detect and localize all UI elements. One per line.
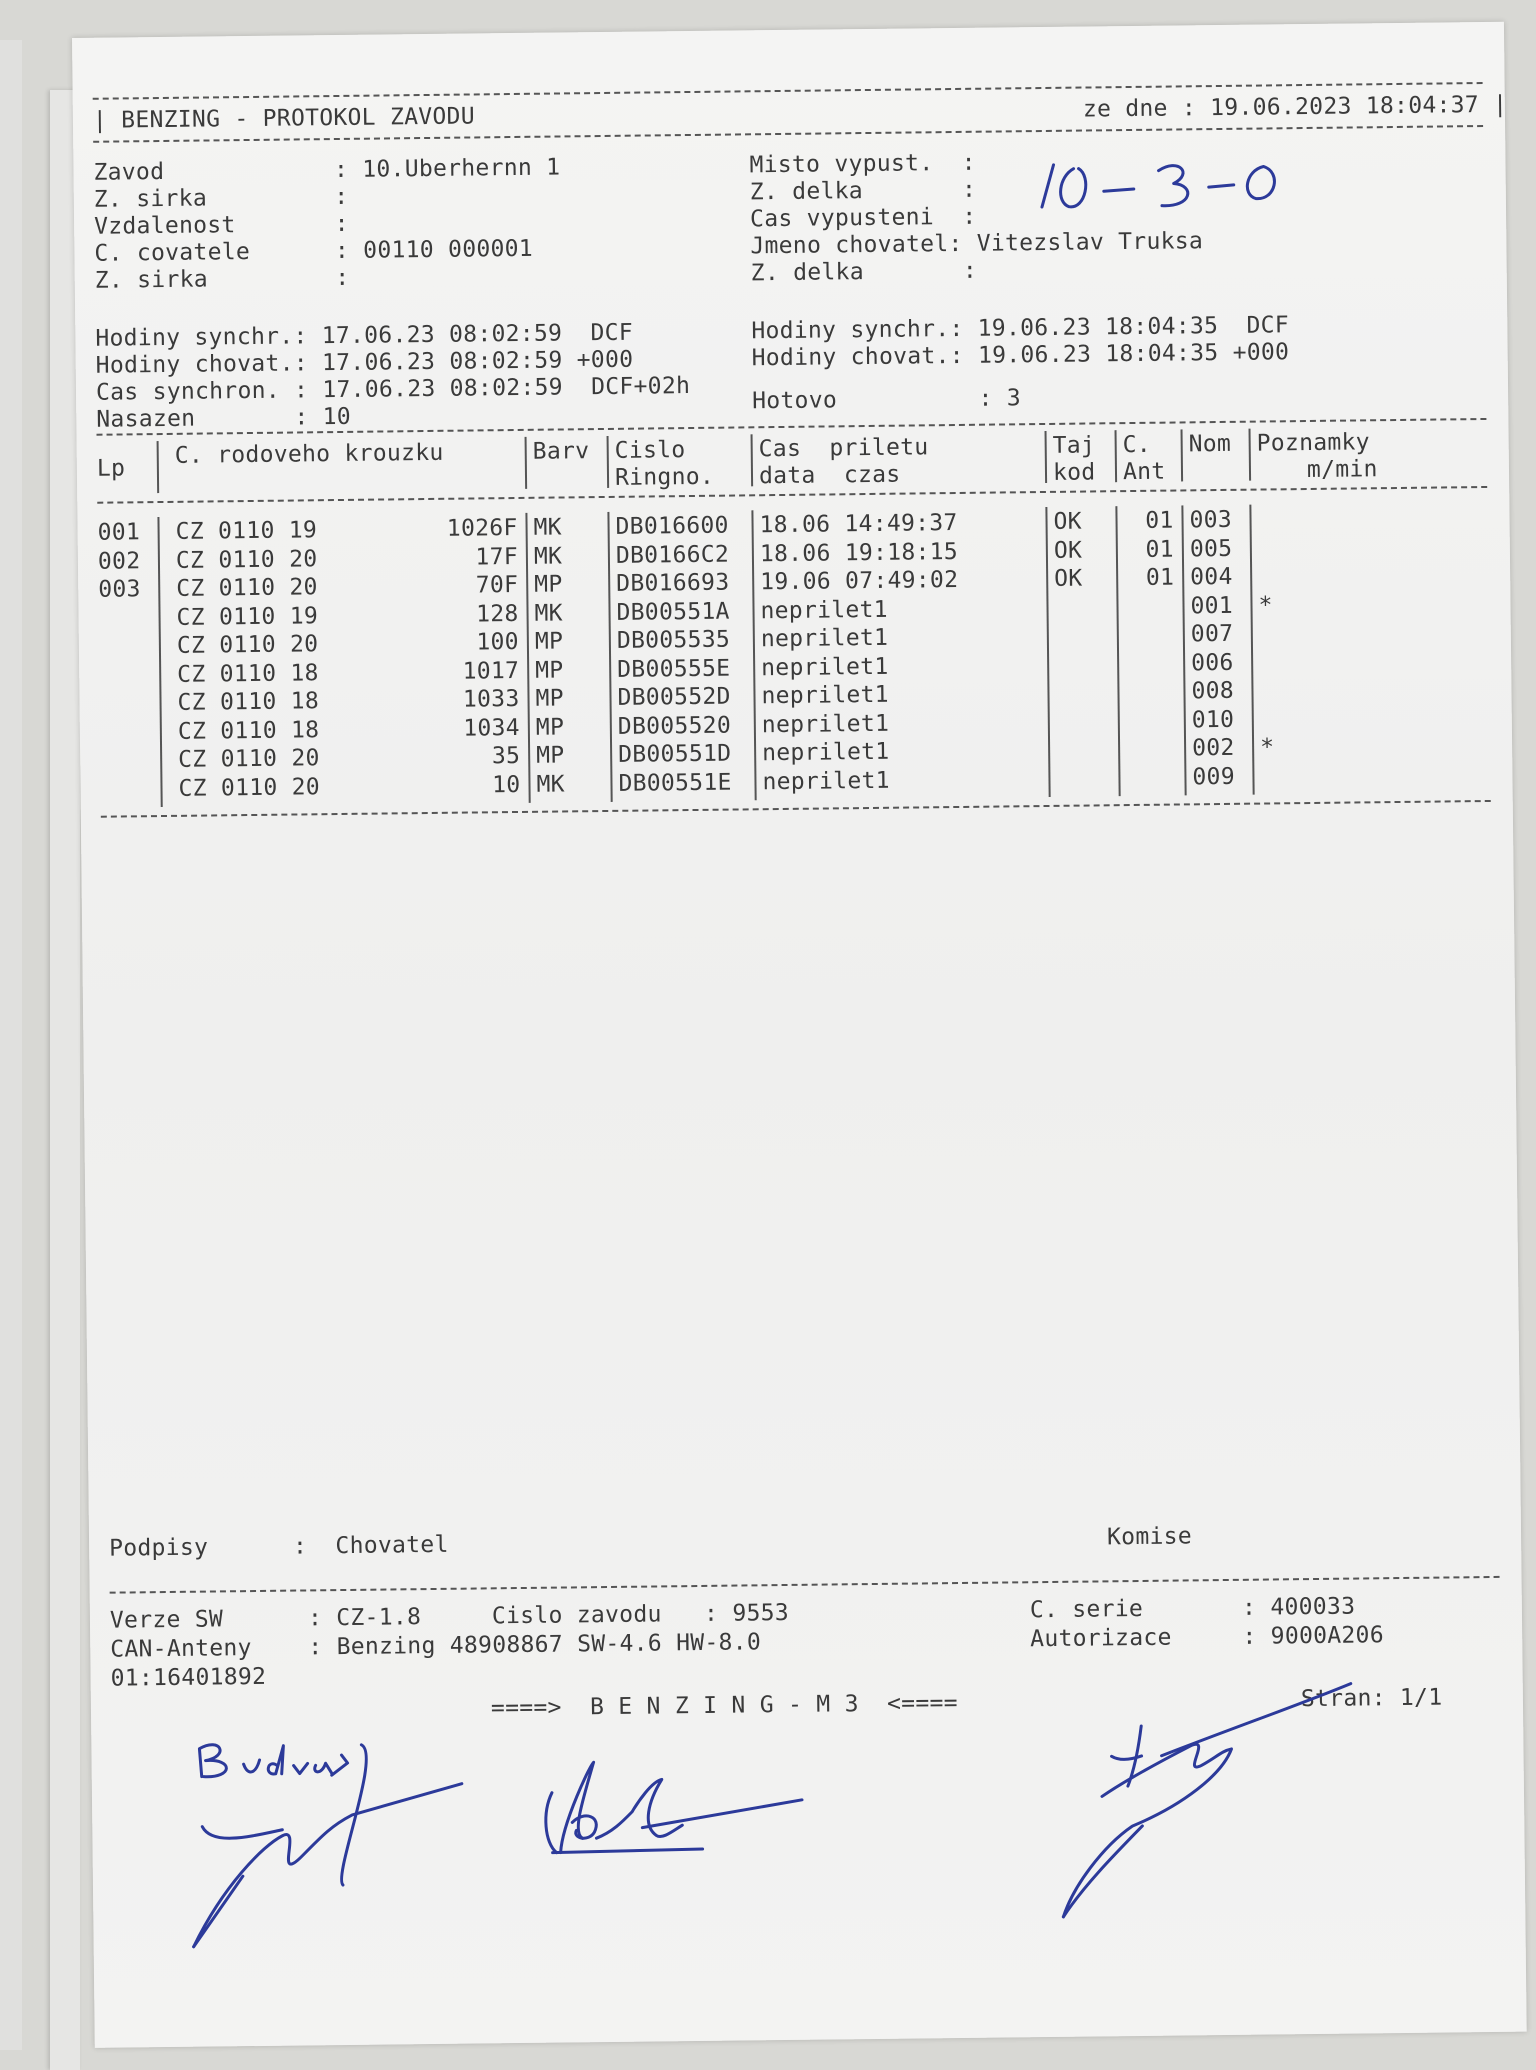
cell-barv: MP	[536, 744, 606, 768]
cell-ring: CZ 0110 18	[177, 661, 377, 686]
cell-lp: 001	[97, 521, 153, 545]
handwritten-release-code	[1033, 144, 1294, 227]
separator	[1181, 429, 1184, 481]
cell-ring: CZ 0110 19	[176, 604, 376, 629]
cell-taj	[1055, 653, 1113, 654]
footer-version: Verze SW : CZ-1.8 Cislo zavodu : 9553	[110, 1602, 789, 1633]
separator	[1115, 430, 1118, 482]
page-number: Stran: 1/1	[1301, 1687, 1443, 1712]
cell-lp	[100, 721, 156, 722]
document-title: | BENZING - PROTOKOL ZAVODU	[93, 105, 475, 132]
cell-ant: 01	[1124, 538, 1174, 562]
cell-ring: CZ 0110 20	[176, 576, 376, 601]
cell-taj	[1056, 738, 1114, 739]
separator	[1045, 507, 1050, 797]
table-row	[72, 22, 1504, 38]
cell-ring-number: 1034	[380, 716, 520, 741]
col-taj: Taj	[1053, 434, 1096, 457]
cell-nom: 005	[1190, 537, 1246, 561]
cell-cislo: DB016693	[616, 571, 748, 595]
clock-breeder-right: Hodiny chovat.: 19.06.23 18:04:35 +000	[752, 341, 1290, 370]
cell-ring: CZ 0110 20	[178, 775, 378, 800]
cell-nom: 009	[1192, 765, 1248, 789]
col-cas: Cas priletu	[759, 436, 929, 461]
cell-ring-number: 35	[380, 745, 520, 770]
separator	[1181, 505, 1186, 795]
table-row	[72, 22, 1504, 38]
cell-ring: CZ 0110 20	[176, 547, 376, 572]
cell-ring-number: 1017	[379, 659, 519, 684]
clock-sync-left: Hodiny synchr.: 17.06.23 08:02:59 DCF	[95, 322, 633, 351]
cell-cas: neprilet1	[762, 768, 1042, 794]
table-row	[72, 22, 1504, 38]
divider	[110, 1576, 1500, 1594]
document-date: ze dne : 19.06.2023 18:04:37 |	[1083, 94, 1508, 122]
cell-ant	[1125, 624, 1175, 625]
cell-cislo: DB00551D	[618, 742, 750, 766]
cell-ring: CZ 0110 20	[177, 633, 377, 658]
cell-ant	[1124, 595, 1174, 596]
cell-barv: MP	[535, 630, 605, 654]
cell-poznamky: *	[1260, 736, 1300, 759]
table-row	[72, 22, 1504, 38]
cell-lp	[99, 664, 155, 665]
field-hotovo: Hotovo : 3	[752, 387, 1021, 413]
cell-ant	[1126, 766, 1176, 767]
cell-cislo: DB00552D	[617, 685, 749, 709]
field-z-delka-2: Z. delka :	[751, 260, 978, 286]
cell-nom: 001	[1190, 594, 1246, 618]
cell-barv: MK	[534, 544, 604, 568]
cell-cas: neprilet1	[762, 739, 1042, 765]
clock-breeder-left: Hodiny chovat.: 17.06.23 08:02:59 +000	[96, 349, 634, 378]
cell-taj	[1054, 596, 1112, 597]
cell-ant: 01	[1123, 510, 1173, 534]
cell-barv: MK	[534, 601, 604, 625]
col-ant-sub: Ant	[1123, 461, 1166, 484]
cell-taj	[1055, 624, 1113, 625]
cell-lp: 003	[98, 578, 154, 602]
separator	[157, 441, 160, 493]
cell-cislo: DB016600	[615, 514, 747, 538]
cell-barv: MP	[534, 573, 604, 597]
cell-taj: OK	[1054, 567, 1112, 591]
footer-id: 01:16401892	[110, 1666, 266, 1691]
cell-nom: 007	[1191, 623, 1247, 647]
field-cas-vypusteni: Cas vypusteni :	[750, 206, 977, 232]
separator	[1045, 431, 1048, 483]
separator	[607, 436, 610, 488]
cell-barv: MP	[535, 687, 605, 711]
field-zavod: Zavod : 10.Uberhernn 1	[93, 156, 560, 184]
separator	[607, 512, 612, 802]
clock-sync-right: Hodiny synchr.: 19.06.23 18:04:35 DCF	[751, 314, 1289, 343]
field-z-delka: Z. delka :	[750, 179, 977, 205]
cell-cislo: DB00555E	[617, 657, 749, 681]
separator	[525, 437, 528, 489]
cell-nom: 006	[1191, 651, 1247, 675]
protocol-sheet	[72, 22, 1527, 2048]
field-nasazen: Nasazen : 10	[96, 406, 351, 432]
footer-antenna: CAN-Anteny : Benzing 48908867 SW-4.6 HW-8.0	[110, 1631, 761, 1661]
field-vzdalenost: Vzdalenost :	[94, 213, 349, 239]
cell-ring-number: 17F	[378, 545, 518, 570]
cell-lp: 002	[98, 550, 154, 574]
cell-lp	[99, 692, 155, 693]
cell-cas: neprilet1	[760, 597, 1040, 623]
cell-cas: 19.06 07:49:02	[760, 568, 1040, 594]
cell-ring: CZ 0110 18	[178, 718, 378, 743]
cell-ant	[1125, 681, 1175, 682]
col-cas-sub: data czas	[759, 464, 901, 489]
cell-ring-number: 1026F	[377, 517, 517, 542]
col-cislo: Cislo	[615, 439, 686, 463]
col-lp: Lp	[97, 457, 126, 480]
separator	[751, 434, 754, 486]
cell-ant: 01	[1124, 567, 1174, 591]
footer-authorization: Autorizace : 9000A206	[1030, 1624, 1384, 1651]
cell-barv: MP	[536, 715, 606, 739]
cell-ring-number: 10	[380, 773, 520, 798]
field-jmeno-chovatel: Jmeno chovatel: Vitezslav Truksa	[750, 230, 1203, 258]
cell-taj: OK	[1054, 539, 1112, 563]
col-poznamky-sub: m/min	[1307, 458, 1378, 482]
cell-cislo: DB005535	[617, 628, 749, 652]
cell-cislo: DB00551E	[618, 771, 750, 795]
cell-lp	[100, 749, 156, 750]
cell-cas: 18.06 14:49:37	[759, 511, 1039, 537]
field-c-covatele: C. covatele : 00110 000001	[94, 238, 533, 266]
table-row	[72, 22, 1504, 38]
cell-ring: CZ 0110 19	[175, 519, 375, 544]
cell-ring-number: 100	[379, 631, 519, 656]
cell-taj	[1056, 767, 1114, 768]
cell-cislo: DB0166C2	[616, 543, 748, 567]
background-sheet-left	[0, 40, 22, 2050]
signatures-label: Podpisy : Chovatel	[109, 1534, 449, 1561]
cell-ring: CZ 0110 20	[178, 747, 378, 772]
cell-nom: 004	[1190, 566, 1246, 590]
separator	[157, 517, 162, 807]
cell-cas: 18.06 19:18:15	[760, 540, 1040, 566]
col-nom: Nom	[1189, 433, 1232, 456]
cell-cislo: DB00551A	[616, 600, 748, 624]
cell-cas: neprilet1	[761, 654, 1041, 680]
col-ring: C. rodoveho krouzku	[175, 442, 444, 468]
field-z-sirka-2: Z. sirka :	[95, 267, 350, 293]
cell-cas: neprilet1	[761, 625, 1041, 651]
table-row	[72, 22, 1504, 38]
divider	[101, 800, 1491, 818]
cell-poznamky: *	[1258, 594, 1298, 617]
cell-taj	[1055, 681, 1113, 682]
cell-cislo: DB005520	[618, 714, 750, 738]
footer-banner: ====> B E N Z I N G - M 3 <====	[491, 1692, 958, 1720]
cell-lp	[98, 607, 154, 608]
field-misto-vypust: Misto vypust. :	[749, 152, 976, 178]
col-ant: C.	[1123, 434, 1152, 457]
table-row	[72, 22, 1504, 38]
table-header	[72, 22, 1504, 38]
cell-ring-number: 128	[378, 602, 518, 627]
separator	[1249, 505, 1254, 795]
cell-nom: 008	[1191, 680, 1247, 704]
table-row	[72, 22, 1504, 38]
cell-barv: MP	[535, 658, 605, 682]
col-taj-sub: kod	[1053, 461, 1096, 484]
komise-signature	[1041, 1663, 1374, 1927]
breeder-signature-2	[531, 1740, 813, 1883]
breeder-signature	[181, 1723, 484, 2006]
cell-nom: 003	[1189, 509, 1245, 533]
separator	[1115, 506, 1120, 796]
cell-barv: MK	[536, 772, 606, 796]
table-row	[72, 22, 1504, 38]
cell-taj	[1056, 710, 1114, 711]
cell-lp	[99, 635, 155, 636]
clock-sync-offset: Cas synchron. : 17.06.23 08:02:59 DCF+02h	[96, 375, 690, 405]
cell-ring-number: 1033	[379, 688, 519, 713]
cell-ant	[1125, 652, 1175, 653]
cell-cas: neprilet1	[761, 682, 1041, 708]
cell-ring: CZ 0110 18	[177, 690, 377, 715]
col-barv: Barv	[533, 440, 590, 464]
cell-ant	[1126, 709, 1176, 710]
cell-barv: MK	[533, 516, 603, 540]
separator	[525, 513, 530, 803]
col-poznamky: Poznamky	[1257, 431, 1370, 455]
komise-label: Komise	[1107, 1525, 1192, 1549]
table-row	[72, 22, 1504, 38]
field-z-sirka: Z. sirka :	[94, 186, 349, 212]
col-cislo-sub: Ringno.	[615, 466, 714, 490]
separator	[751, 510, 756, 800]
cell-ant	[1126, 738, 1176, 739]
cell-ring-number: 70F	[378, 574, 518, 599]
separator	[1249, 429, 1252, 481]
cell-nom: 010	[1192, 708, 1248, 732]
cell-cas: neprilet1	[762, 711, 1042, 737]
cell-taj: OK	[1053, 510, 1111, 534]
results-table-body	[72, 22, 1504, 38]
footer-serie: C. serie : 400033	[1030, 1596, 1356, 1623]
cell-nom: 002	[1192, 737, 1248, 761]
cell-lp	[100, 778, 156, 779]
